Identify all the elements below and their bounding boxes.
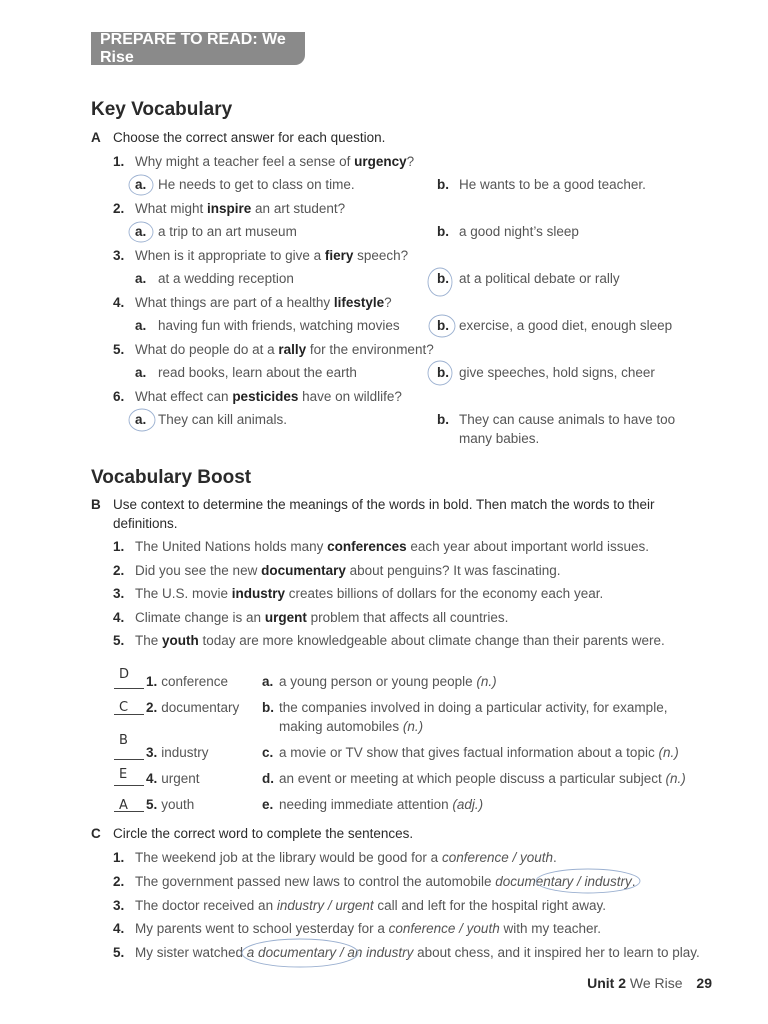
sentence-part: about chess, and it inspired her to learn to play. — [413, 945, 700, 960]
question-text — [135, 342, 434, 357]
question-number: 2. — [113, 201, 125, 216]
vocab-keyword: fiery — [324, 248, 354, 263]
question — [113, 342, 434, 357]
sentence-part: The doctor received an — [135, 898, 277, 913]
question-text-part: When is it appropriate to give a — [135, 248, 325, 263]
option-letter: b. — [437, 224, 449, 239]
option-text: a trip to an art museum — [158, 224, 297, 239]
sentence-number: 3. — [113, 586, 125, 601]
handwritten-answer: D — [119, 667, 130, 682]
definition-line2 — [279, 719, 423, 734]
definition-part: the companies involved in doing a particular activity, for example, — [279, 700, 668, 715]
sentence-text — [135, 539, 649, 554]
option-letter: a. — [135, 271, 147, 286]
question-text-part: ? — [406, 154, 415, 169]
circle-sentence — [113, 850, 557, 865]
definition-letter: c. — [262, 745, 274, 760]
sentence-text — [135, 563, 561, 578]
part-of-speech: (n.) — [476, 674, 497, 689]
sentence-part: The weekend job at the library would be good for a — [135, 850, 442, 865]
definition-text — [279, 674, 497, 689]
part-of-speech: (n.) — [658, 745, 679, 760]
handwritten-answer: E — [119, 767, 128, 782]
question-text-part: an art student? — [251, 201, 346, 216]
sentence-number: 5. — [113, 633, 125, 648]
match-definition — [262, 771, 686, 786]
option-letter: a. — [135, 318, 147, 333]
word-choices[interactable]: conference / youth — [441, 850, 554, 865]
sentence-part: each year about important world issues. — [406, 539, 650, 554]
sentence-part: call and left for the hospital right away. — [373, 898, 607, 913]
vocab-keyword: rally — [278, 342, 307, 357]
match-number: 2. — [146, 700, 158, 715]
sentence-number: 2. — [113, 563, 125, 578]
option-text: He needs to get to class on time. — [158, 177, 355, 192]
word-choices[interactable]: industry / urgent — [276, 898, 374, 913]
option-text: at a political debate or rally — [459, 271, 620, 286]
sentence-part: with my teacher. — [499, 921, 601, 936]
sentence-part: Did you see the new — [135, 563, 262, 578]
question-number: 5. — [113, 342, 125, 357]
option-b[interactable] — [437, 224, 579, 239]
vocab-keyword: inspire — [207, 201, 252, 216]
sentence-part: My parents went to school yesterday for a — [135, 921, 389, 936]
definition-part: an event or meeting at which people discuss a particular subject — [279, 771, 666, 786]
handwritten-answer: B — [119, 733, 128, 748]
option-a[interactable] — [135, 412, 288, 427]
question-text — [135, 295, 392, 310]
handwritten-answer: A — [119, 798, 128, 813]
sentence-number: 4. — [113, 610, 125, 625]
key-vocabulary-heading: Key Vocabulary — [91, 99, 233, 120]
definition-letter: b. — [262, 700, 274, 715]
vocab-keyword: urgency — [354, 154, 407, 169]
option-a[interactable] — [135, 224, 297, 239]
footer-title: We Rise — [629, 975, 683, 991]
context-sentence — [113, 586, 604, 601]
question-text-part: What do people do at a — [135, 342, 279, 357]
option-text: give speeches, hold signs, cheer — [459, 365, 655, 380]
question-number: 6. — [113, 389, 125, 404]
match-word-text: urgent — [161, 771, 200, 786]
match-word — [146, 797, 194, 812]
circle-sentence — [113, 945, 700, 960]
word-choices[interactable]: a documentary / an industry — [246, 945, 414, 960]
sentence-part: today are more knowledgeable about climate change than their parents were. — [198, 633, 665, 648]
option-text: many babies. — [459, 431, 540, 446]
definition-letter: d. — [262, 771, 274, 786]
match-definition — [262, 797, 484, 812]
question-text-part: What might — [135, 201, 208, 216]
sentence-text — [135, 633, 665, 648]
sentence-number: 5. — [113, 945, 125, 960]
option-text: They can cause animals to have too — [459, 412, 676, 427]
question-number: 4. — [113, 295, 125, 310]
question-number: 3. — [113, 248, 125, 263]
match-word-text: documentary — [161, 700, 240, 715]
definition-text — [279, 797, 483, 812]
question — [113, 295, 392, 310]
option-a[interactable] — [135, 271, 294, 286]
option-text: having fun with friends, watching movies — [158, 318, 400, 333]
sentence-part: Climate change is an — [135, 610, 265, 625]
page-footer — [587, 975, 712, 991]
definition-letter: e. — [262, 797, 274, 812]
question-text-part: What effect can — [135, 389, 233, 404]
definition-part: making automobiles — [279, 719, 403, 734]
section-a-instruction: A Choose the correct answer for each question. — [91, 130, 386, 145]
option-b[interactable] — [437, 271, 620, 286]
question-text-part: Why might a teacher feel a sense of — [135, 154, 355, 169]
definition-text — [279, 771, 686, 786]
definition-text — [279, 745, 679, 760]
match-number: 1. — [146, 674, 158, 689]
vocab-keyword: youth — [162, 633, 199, 648]
option-text: a good night’s sleep — [459, 224, 579, 239]
question-text-part: for the environment? — [306, 342, 434, 357]
match-number: 3. — [146, 745, 158, 760]
definition-part: a young person or young people — [279, 674, 477, 689]
part-of-speech: (n.) — [402, 719, 424, 734]
context-sentence — [113, 633, 665, 648]
sentence-number: 3. — [113, 898, 125, 913]
sentence-part: creates billions of dollars for the economy each year. — [285, 586, 604, 601]
option-text: exercise, a good diet, enough sleep — [459, 318, 673, 333]
question — [113, 154, 415, 169]
vocab-keyword: conferences — [327, 539, 407, 554]
option-text: at a wedding reception — [158, 271, 294, 286]
option-letter: a. — [135, 365, 147, 380]
option-text: He wants to be a good teacher. — [459, 177, 646, 192]
vocab-keyword: pesticides — [232, 389, 299, 404]
option-b[interactable] — [437, 177, 646, 192]
option-text: read books, learn about the earth — [158, 365, 357, 380]
match-word — [146, 745, 209, 760]
definition-letter: a. — [262, 674, 274, 689]
match-number: 5. — [146, 797, 158, 812]
option-b[interactable] — [437, 412, 676, 446]
question-text-part: have on wildlife? — [298, 389, 402, 404]
question — [113, 248, 409, 263]
vocab-keyword: lifestyle — [333, 295, 385, 310]
sentence-part: The — [135, 633, 163, 648]
sentence-text — [135, 586, 603, 601]
match-word — [146, 700, 239, 715]
context-sentence — [113, 563, 561, 578]
part-of-speech: (n.) — [665, 771, 686, 786]
option-text: They can kill animals. — [158, 412, 288, 427]
vocab-keyword: documentary — [261, 563, 346, 578]
question-text — [135, 389, 402, 404]
sentence-text — [135, 921, 601, 936]
handwritten-answer: C — [119, 700, 129, 715]
definition-text — [279, 700, 668, 734]
sentence-number: 1. — [113, 850, 125, 865]
circle-sentence — [113, 921, 601, 936]
option-a[interactable] — [135, 365, 357, 380]
sentence-number: 2. — [113, 874, 125, 889]
word-choices[interactable]: conference / youth — [388, 921, 500, 936]
option-a[interactable] — [135, 318, 400, 333]
sentence-part: . — [553, 850, 557, 865]
option-letter: b. — [437, 177, 449, 192]
option-letter: b. — [437, 318, 449, 333]
question-text — [135, 248, 408, 263]
option-a[interactable] — [135, 177, 355, 192]
sentence-number: 1. — [113, 539, 125, 554]
option-b[interactable] — [437, 365, 655, 380]
answer-blank[interactable] — [114, 759, 144, 760]
option-letter: b. — [437, 412, 449, 427]
option-b[interactable] — [437, 318, 673, 333]
question — [113, 201, 346, 216]
sentence-text — [135, 945, 700, 960]
page-number: 29 — [696, 975, 712, 991]
match-word — [146, 674, 228, 689]
sentence-text — [135, 850, 557, 865]
vocab-keyword: industry — [231, 586, 286, 601]
section-c-instruction: C Circle the correct word to complete the sentences. — [91, 826, 414, 841]
match-definition — [262, 700, 668, 734]
match-word-text: youth — [161, 797, 195, 812]
question-text — [135, 154, 414, 169]
match-definition — [262, 674, 497, 689]
sentence-part: problem that affects all countries. — [306, 610, 509, 625]
circle-sentence — [113, 898, 607, 913]
sentence-part: My sister watched — [135, 945, 247, 960]
option-letter: a. — [135, 224, 147, 239]
match-word — [146, 771, 200, 786]
word-choices[interactable]: documentary / industry — [495, 874, 632, 889]
sentence-text — [135, 874, 636, 889]
question-number: 1. — [113, 154, 125, 169]
match-number: 4. — [146, 771, 158, 786]
option-letter: a. — [135, 412, 147, 427]
option-letter: a. — [135, 177, 147, 192]
sentence-text — [135, 610, 508, 625]
sentence-part: The government passed new laws to control the automobile — [135, 874, 496, 889]
question — [113, 389, 402, 404]
context-sentence — [113, 610, 509, 625]
definition-part: a movie or TV show that gives factual information about a topic — [279, 745, 659, 760]
footer-unit: Unit 2 — [587, 975, 626, 991]
sentence-number: 4. — [113, 921, 125, 936]
sentence-part: about penguins? It was fascinating. — [345, 563, 561, 578]
vocab-keyword: urgent — [264, 610, 307, 625]
sentence-part: The U.S. movie — [135, 586, 232, 601]
definition-part: needing immediate attention — [279, 797, 453, 812]
match-word-text: conference — [161, 674, 229, 689]
sentence-text — [135, 898, 606, 913]
option-letter: b. — [437, 365, 449, 380]
question-text-part: What things are part of a healthy — [135, 295, 334, 310]
answer-blank[interactable] — [114, 688, 144, 689]
question-text — [135, 201, 345, 216]
context-sentence — [113, 539, 650, 554]
question-text-part: speech? — [353, 248, 409, 263]
sentence-part: The United Nations holds many — [135, 539, 328, 554]
section-b-instruction: B Use context to determine the meanings of the words in bold. Then match the words to their definitions. — [91, 497, 655, 531]
match-definition — [262, 745, 679, 760]
match-word-text: industry — [161, 745, 209, 760]
circle-sentence — [113, 874, 636, 889]
option-letter: b. — [437, 271, 449, 286]
answer-blank[interactable] — [114, 785, 144, 786]
vocabulary-boost-heading: Vocabulary Boost — [91, 467, 252, 488]
section-banner: PREPARE TO READ: We Rise — [91, 32, 305, 65]
question-text-part: ? — [384, 295, 392, 310]
sentence-part: . — [631, 874, 636, 889]
part-of-speech: (adj.) — [452, 797, 484, 812]
